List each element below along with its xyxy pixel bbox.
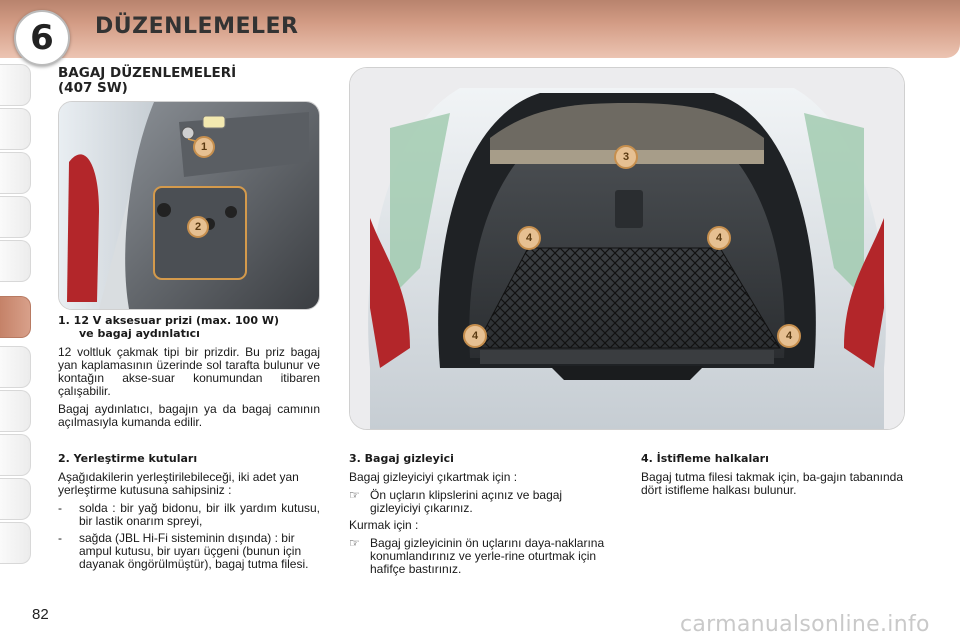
item2-list-text-2: sağda (JBL Hi-Fi sisteminin dışında) : bir ampul kutusu, bir uyarı üçgeni (bunun için dayanak öngörülmüştür), bagaj tutma filesi.: [79, 531, 309, 571]
chapter-tab-2[interactable]: [0, 108, 31, 150]
chapter-tab-7[interactable]: [0, 346, 31, 388]
chapter-tab-10[interactable]: [0, 478, 31, 520]
chapter-tab-5[interactable]: [0, 240, 31, 282]
chapter-title: DÜZENLEMELER: [95, 14, 299, 39]
callout-1: 1: [193, 136, 215, 158]
item2-list-marker-1: -: [58, 501, 62, 515]
chapter-tab-11[interactable]: [0, 522, 31, 564]
item4-block: [641, 452, 903, 502]
item3-remove-step: [349, 489, 613, 515]
boot-interior-illustration: [349, 67, 905, 430]
item3-block: [349, 452, 613, 580]
callout-4-bottom-right: 4: [777, 324, 801, 348]
item3-heading: 3. Bagaj gizleyici: [349, 452, 454, 465]
item2-intro: Aşağıdakilerin yerleştirilebileceği, iki adet yan yerleştirme kutusuna sahipsiniz :: [58, 470, 299, 497]
callout-4-bottom-left: 4: [463, 324, 487, 348]
section-title: [58, 66, 338, 96]
boot-interior-svg: [350, 68, 904, 429]
item3-remove-title: Bagaj gizleyiciyi çıkartmak için :: [349, 470, 518, 484]
callout-3: 3: [614, 145, 638, 169]
chapter-number-badge: 6: [14, 10, 70, 66]
item3-install-step-text: Bagaj gizleyicinin ön uçlarını daya-naklarına konumlandırınız ve yerle-rine oturtmak için hafifçe bastırınız.: [370, 536, 605, 576]
item3-install-title: Kurmak için :: [349, 518, 419, 532]
item2-list-item-2: [58, 532, 320, 571]
item1-block: [58, 314, 320, 434]
chapter-tab-4[interactable]: [0, 196, 31, 238]
item2-list-item-1: [58, 502, 320, 528]
chapter-tab-6-active[interactable]: [0, 296, 31, 338]
section-title-line1: BAGAJ DÜZENLEMELERİ: [58, 65, 237, 81]
item3-remove-step-text: Ön uçların klipslerini açınız ve bagaj gizleyiciyi çıkarınız.: [370, 488, 563, 515]
item3-install-step: [349, 537, 613, 576]
item2-block: [58, 452, 320, 575]
chapter-tab-3[interactable]: [0, 152, 31, 194]
item1-para1: 12 voltluk çakmak tipi bir prizdir. Bu priz bagaj yan kaplamasının üzerinde sol tarafta bulunur ve kontağın akse-suar konumundan itibaren çalışabilir.: [58, 345, 320, 398]
section-title-line2: (407 SW): [58, 80, 128, 96]
item2-list-text-1: solda : bir yağ bidonu, bir ilk yardım kutusu, bir lastik onarım spreyi,: [79, 501, 320, 528]
item1-para2: Bagaj aydınlatıcı, bagajın ya da bagaj camının açılmasıyla kumanda edilir.: [58, 402, 320, 429]
hand-pointer-icon: ☞: [349, 536, 360, 550]
boot-side-trim-illustration: [58, 101, 320, 310]
chapter-tabs: [0, 64, 30, 574]
item2-list-marker-2: -: [58, 531, 62, 545]
callout-2: 2: [187, 216, 209, 238]
chapter-tab-1[interactable]: [0, 64, 31, 106]
item4-heading: 4. İstifleme halkaları: [641, 452, 769, 465]
chapter-tab-9[interactable]: [0, 434, 31, 476]
watermark: carmanualsonline.info: [680, 612, 930, 637]
page-number: 82: [32, 606, 49, 623]
item4-text: Bagaj tutma filesi takmak için, ba-gajın tabanında dört istifleme halkası bulunur.: [641, 470, 903, 497]
item1-heading-line1: 1. 12 V aksesuar prizi (max. 100 W): [58, 314, 279, 327]
item1-heading-line2: ve bagaj aydınlatıcı: [79, 327, 200, 340]
chapter-tab-8[interactable]: [0, 390, 31, 432]
hand-pointer-icon: ☞: [349, 488, 360, 502]
callout-4-top-right: 4: [707, 226, 731, 250]
item2-heading: 2. Yerleştirme kutuları: [58, 452, 198, 465]
callout-4-top-left: 4: [517, 226, 541, 250]
boot-side-svg: [59, 102, 319, 309]
